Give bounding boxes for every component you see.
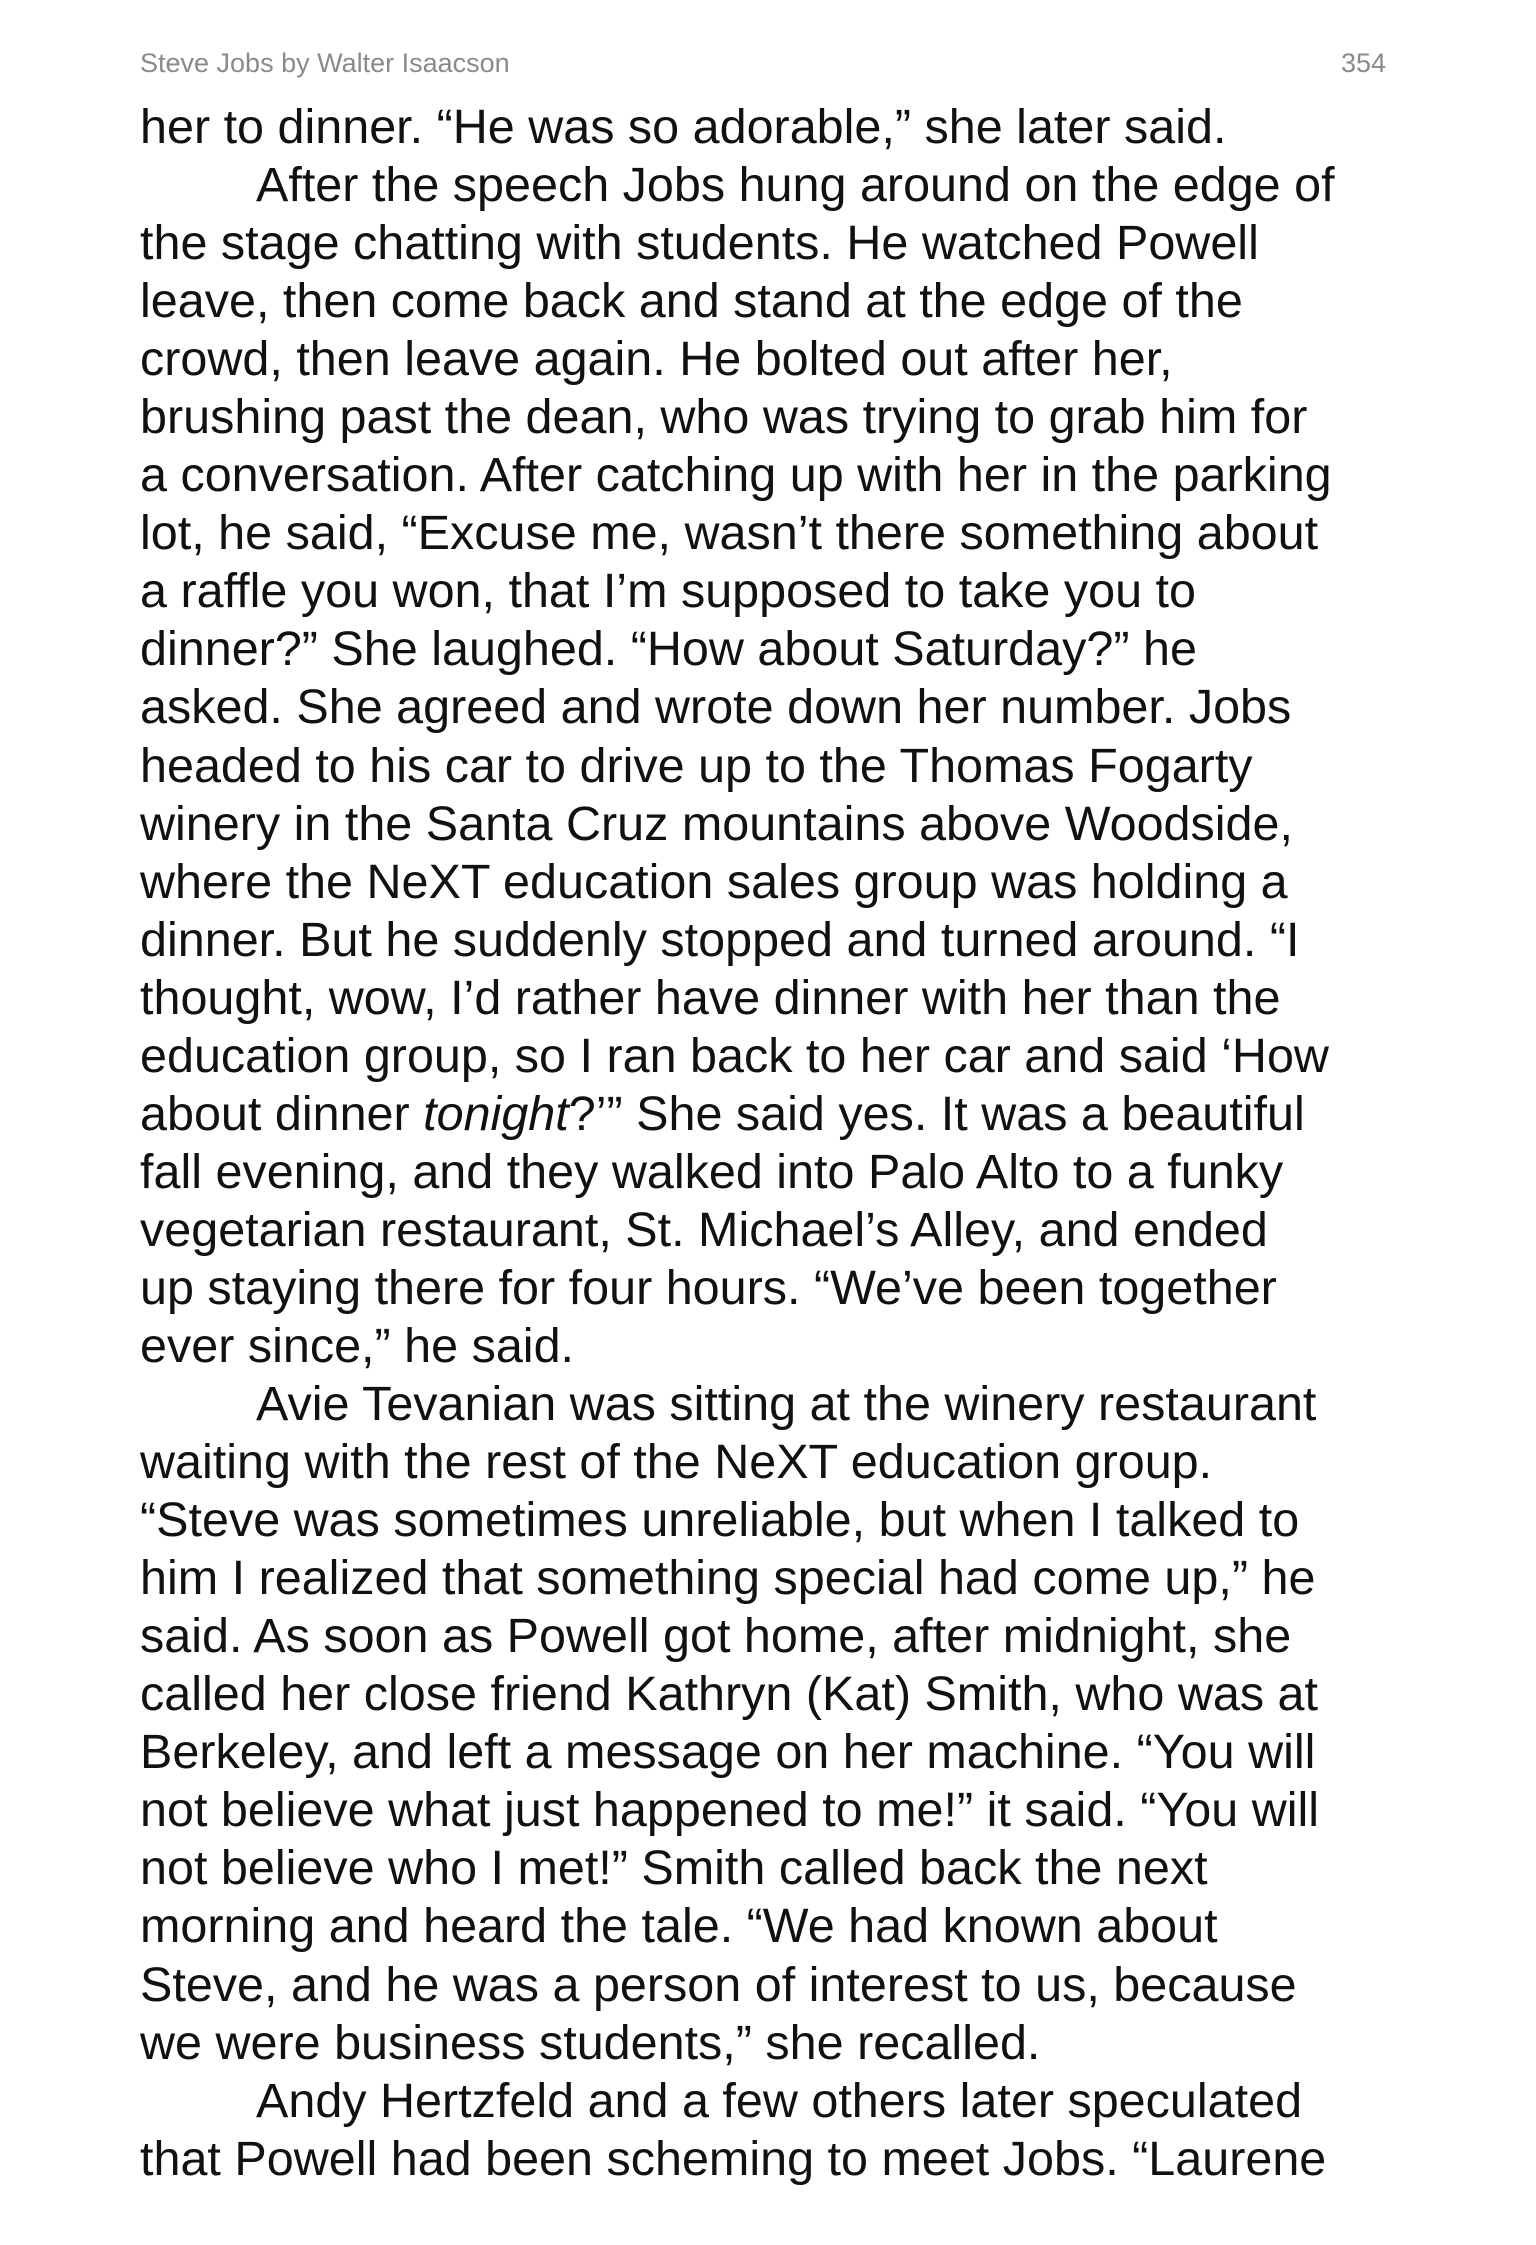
text-line: him I realized that something special had come up,” he [140, 1551, 1316, 1606]
text-line: dinner. But he suddenly stopped and turned around. “I [140, 912, 1300, 967]
text-line: said. As soon as Powell got home, after midnight, she [140, 1609, 1292, 1664]
page-header [140, 48, 1386, 84]
text-line: headed to his car to drive up to the Thomas Fogarty [140, 738, 1253, 793]
text-line: not believe who I met!” Smith called back the next [140, 1841, 1208, 1896]
text-line: that Powell had been scheming to meet Jobs. “Laurene [140, 2131, 1327, 2186]
text-line: not believe what just happened to me!” it said. “You will [140, 1783, 1320, 1838]
text-segment: about dinner [140, 1086, 424, 1141]
text-line: education group, so I ran back to her car and said ‘How [140, 1028, 1329, 1083]
paragraph [140, 2072, 1400, 2188]
text-line: brushing past the dean, who was trying to grab him for [140, 390, 1308, 445]
text-line: lot, he said, “Excuse me, wasn’t there something about [140, 506, 1319, 561]
book-title: Steve Jobs by Walter Isaacson [140, 48, 510, 78]
text-line: where the NeXT education sales group was holding a [140, 854, 1288, 909]
text-line: After the speech Jobs hung around on the edge of [256, 158, 1335, 213]
text-line: “Steve was sometimes unreliable, but when I talked to [140, 1493, 1300, 1548]
text-line: thought, wow, I’d rather have dinner with her than the [140, 970, 1281, 1025]
text-line: dinner?” She laughed. “How about Saturday?” he [140, 622, 1197, 677]
page-number: 354 [1340, 48, 1386, 78]
text-line: morning and heard the tale. “We had known about [140, 1899, 1218, 1954]
book-text [140, 98, 1400, 2188]
text-line: Berkeley, and left a message on her machine. “You will [140, 1725, 1316, 1780]
text-line: winery in the Santa Cruz mountains above Woodside, [140, 796, 1293, 851]
text-line: waiting with the rest of the NeXT education group. [140, 1435, 1213, 1490]
text-line: asked. She agreed and wrote down her number. Jobs [140, 680, 1292, 735]
text-line-with-italic [140, 1085, 1400, 1143]
text-line: leave, then come back and stand at the edge of the [140, 274, 1243, 329]
text-line: Steve, and he was a person of interest to us, because [140, 1957, 1297, 2012]
text-line: Avie Tevanian was sitting at the winery restaurant [256, 1377, 1317, 1432]
text-line: vegetarian restaurant, St. Michael’s Alley, and ended [140, 1202, 1268, 1257]
text-line: a raffle you won, that I’m supposed to take you to [140, 564, 1196, 619]
text-line: fall evening, and they walked into Palo Alto to a funky [140, 1144, 1284, 1199]
text-line: crowd, then leave again. He bolted out after her, [140, 332, 1173, 387]
text-line: up staying there for four hours. “We’ve been together [140, 1260, 1277, 1315]
text-line: ever since,” he said. [140, 1318, 575, 1373]
paragraph [140, 98, 1400, 156]
italic-word: tonight [423, 1086, 569, 1141]
text-line: called her close friend Kathryn (Kat) Smith, who was at [140, 1667, 1318, 1722]
text-line: Andy Hertzfeld and a few others later speculated [256, 2073, 1303, 2128]
text-line: the stage chatting with students. He watched Powell [140, 216, 1259, 271]
text-line: we were business students,” she recalled. [140, 2015, 1041, 2070]
paragraph [140, 1375, 1400, 2072]
text-line: her to dinner. “He was so adorable,” she later said. [140, 100, 1227, 154]
paragraph [140, 156, 1400, 1375]
text-line: a conversation. After catching up with her in the parking [140, 448, 1332, 503]
text-segment: ?’” She said yes. It was a beautiful [568, 1086, 1305, 1141]
